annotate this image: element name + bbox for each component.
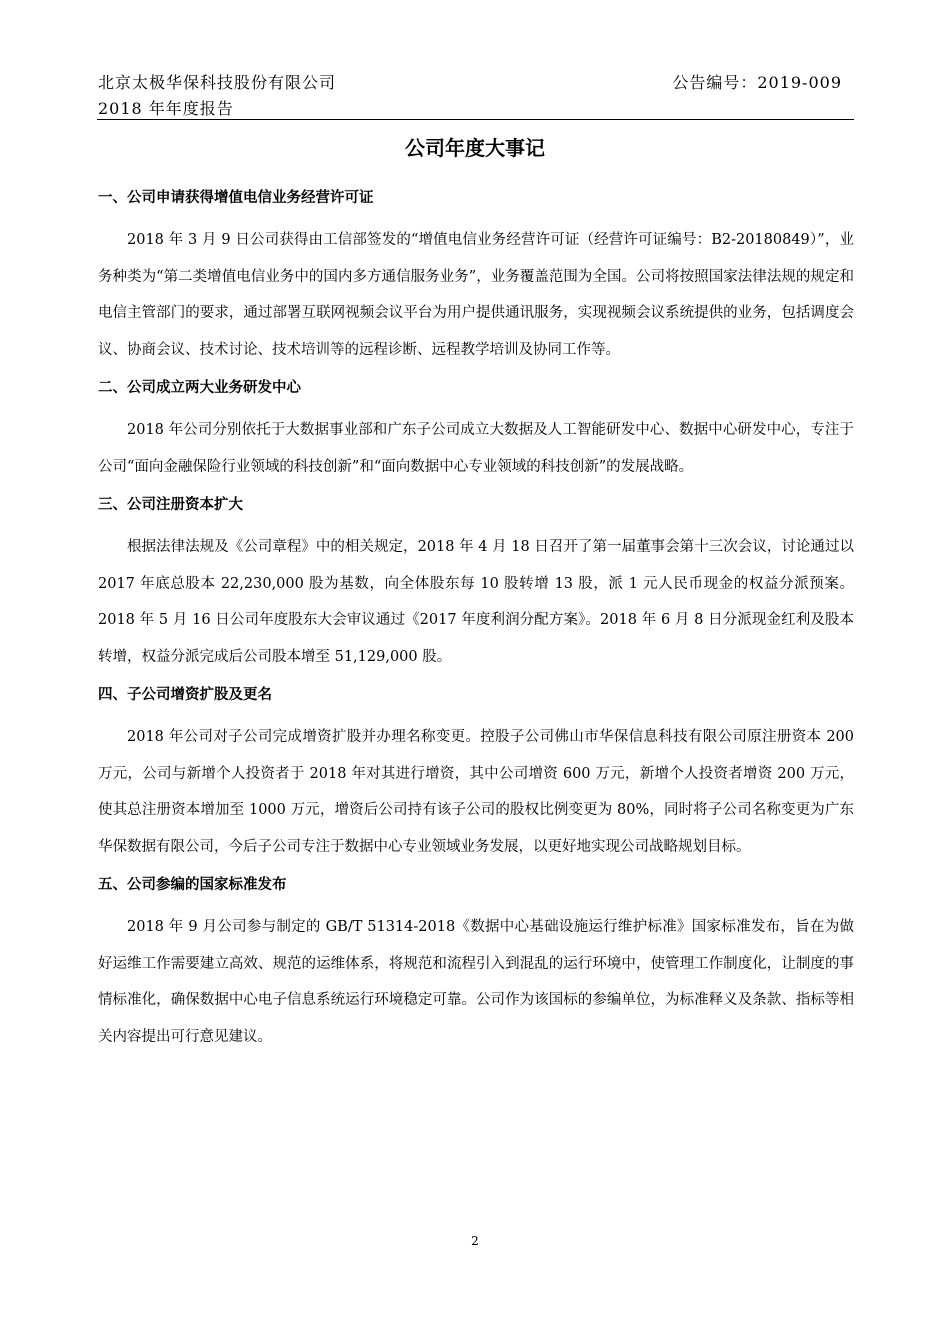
- section-2: [98, 376, 854, 485]
- section-paragraph: 2018 年公司分别依托于大数据事业部和广东子公司成立大数据及人工智能研发中心、数据中心研发中心，专注于公司“面向金融保险行业领域的科技创新”和“面向数据中心专业领域的科技创新”的发展战略。: [98, 422, 854, 475]
- section-heading: 一、公司申请获得增值电信业务经营许可证: [98, 190, 374, 206]
- report-name: 2018 年年度报告: [98, 99, 234, 118]
- section-3: [98, 493, 854, 675]
- section-1: [98, 186, 854, 368]
- section-heading: 五、公司参编的国家标准发布: [98, 877, 287, 893]
- section-heading: 四、子公司增资扩股及更名: [98, 687, 272, 703]
- header-divider: [97, 119, 854, 120]
- page-number: 2: [471, 1234, 479, 1248]
- section-4: [98, 683, 854, 865]
- section-paragraph: 2018 年 3 月 9 日公司获得由工信部签发的“增值电信业务经营许可证（经营许可证编号：B2-20180849）”，业务种类为“第二类增值电信业务中的国内多方通信服务业务”，业务覆盖范围为全国。公司将按照国家法律法规的规定和电信主管部门的要求，通过部署互联网视频会议平台为用户提供通讯服务，实现视频会议系统提供的业务，包括调度会议、协商会议、技术讨论、技术培训等的远程诊断、远程教学培训及协同工作等。: [98, 232, 854, 358]
- document-body: [98, 186, 854, 1063]
- section-heading: 二、公司成立两大业务研发中心: [98, 380, 301, 396]
- section-paragraph: 2018 年公司对子公司完成增资扩股并办理名称变更。控股子公司佛山市华保信息科技有限公司原注册资本 200 万元，公司与新增个人投资者于 2018 年对其进行增资，其中公司增资 600 万元，新增个人投资者增资 200 万元，使其总注册资本增加至 1000 万元，增资后公司持有该子公司的股权比例变更为 80%，同时将子公司名称变更为广东华保数据有限公司，今后子公司专注于数据中心专业领域业务发展，以更好地实现公司战略规划目标。: [98, 729, 854, 855]
- section-heading: 三、公司注册资本扩大: [98, 497, 243, 513]
- announcement-number: 公告编号：2019-009: [672, 73, 842, 92]
- page-header-left: [98, 70, 336, 122]
- section-paragraph: 2018 年 9 月公司参与制定的 GB/T 51314-2018《数据中心基础设施运行维护标准》国家标准发布，旨在为做好运维工作需要建立高效、规范的运维体系，将规范和流程引入到混乱的运行环境中，使管理工作制度化，让制度的事情标准化，确保数据中心电子信息系统运行环境稳定可靠。公司作为该国标的参编单位，为标准释义及条款、指标等相关内容提出可行意见建议。: [98, 919, 854, 1045]
- section-paragraph: 根据法律法规及《公司章程》中的相关规定，2018 年 4 月 18 日召开了第一届董事会第十三次会议，讨论通过以 2017 年底总股本 22,230,000 股为基数，向全体股东每 10 股转增 13 股，派 1 元人民币现金的权益分派预案。2018 年 5 月 16 日公司年度股东大会审议通过《2017 年度利润分配方案》。2018 年 6 月 8 日分派现金红利及股本转增，权益分派完成后公司股本增至 51,129,000 股。: [98, 539, 854, 665]
- section-5: [98, 873, 854, 1055]
- page-title: 公司年度大事记: [405, 136, 545, 160]
- company-name: 北京太极华保科技股份有限公司: [98, 73, 337, 92]
